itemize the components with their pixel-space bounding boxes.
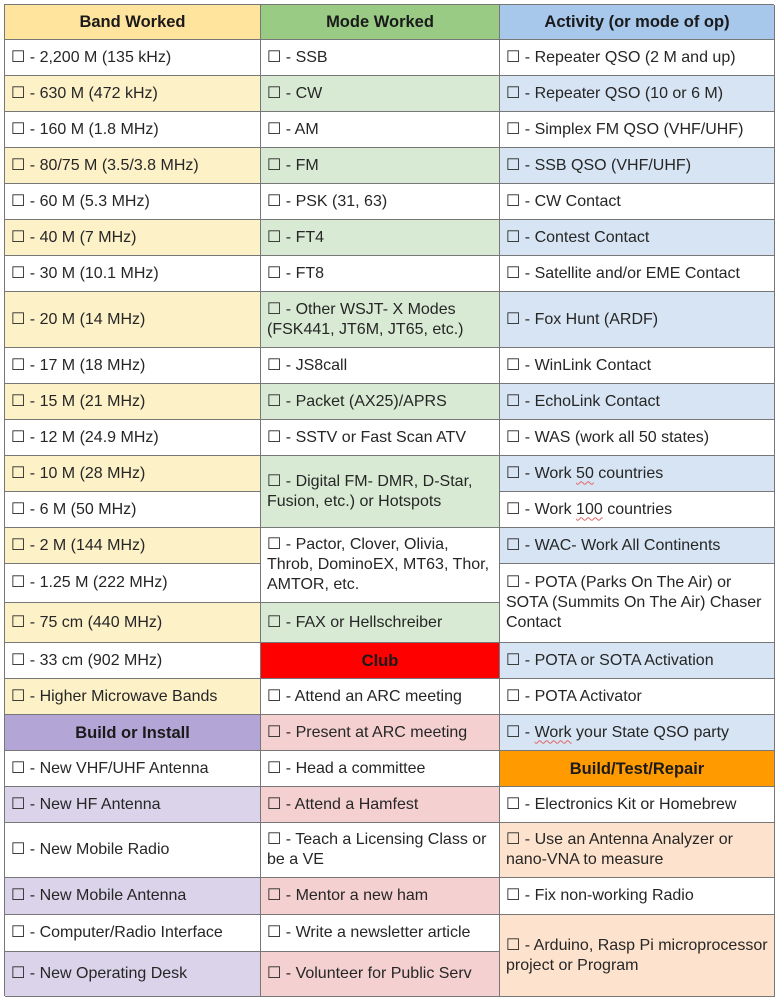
club-item[interactable]: ☐ - Head a committee: [261, 751, 500, 787]
band-item[interactable]: ☐ - 80/75 M (3.5/3.8 MHz): [5, 148, 261, 184]
band-item[interactable]: ☐ - 630 M (472 kHz): [5, 76, 261, 112]
build-item[interactable]: ☐ - New Operating Desk: [5, 952, 261, 997]
band-item[interactable]: ☐ - 160 M (1.8 MHz): [5, 112, 261, 148]
repair-item[interactable]: ☐ - Arduino, Rasp Pi microprocessor project or Program: [500, 915, 775, 997]
mode-item[interactable]: ☐ - FAX or Hellschreiber: [261, 603, 500, 643]
repair-item[interactable]: ☐ - Fix non-working Radio: [500, 878, 775, 915]
band-item[interactable]: ☐ - 2 M (144 MHz): [5, 528, 261, 564]
mode-item[interactable]: ☐ - Other WSJT- X Modes (FSK441, JT6M, JT65, etc.): [261, 292, 500, 348]
activity-item-text: countries: [602, 500, 673, 518]
activity-item[interactable]: ☐ - EchoLink Contact: [500, 384, 775, 420]
activity-item[interactable]: [500, 492, 775, 528]
band-item[interactable]: ☐ - 60 M (5.3 MHz): [5, 184, 261, 220]
activity-item-text: countries: [593, 464, 664, 482]
club-item[interactable]: ☐ - Mentor a new ham: [261, 878, 500, 915]
activity-item[interactable]: ☐ - POTA or SOTA Activation: [500, 643, 775, 679]
club-item[interactable]: ☐ - Teach a Licensing Class or be a VE: [261, 823, 500, 878]
activity-item[interactable]: ☐ - POTA (Parks On The Air) or SOTA (Summits On The Air) Chaser Contact: [500, 564, 775, 643]
activity-item-text: your State QSO party: [571, 723, 730, 741]
activity-item[interactable]: ☐ - WAS (work all 50 states): [500, 420, 775, 456]
mode-item[interactable]: ☐ - SSTV or Fast Scan ATV: [261, 420, 500, 456]
club-item[interactable]: ☐ - Present at ARC meeting: [261, 715, 500, 751]
club-item[interactable]: ☐ - Attend a Hamfest: [261, 787, 500, 823]
activity-item[interactable]: [500, 456, 775, 492]
club-item[interactable]: ☐ - Write a newsletter article: [261, 915, 500, 952]
activity-item-text: ☐ - Work: [506, 464, 577, 482]
band-item[interactable]: ☐ - 40 M (7 MHz): [5, 220, 261, 256]
activity-item[interactable]: ☐ - Fox Hunt (ARDF): [500, 292, 775, 348]
activity-item[interactable]: ☐ - Repeater QSO (2 M and up): [500, 40, 775, 76]
build-item[interactable]: ☐ - New Mobile Radio: [5, 823, 261, 878]
activity-item[interactable]: ☐ - Contest Contact: [500, 220, 775, 256]
build-test-repair-header: Build/Test/Repair: [500, 751, 775, 787]
build-item[interactable]: ☐ - New HF Antenna: [5, 787, 261, 823]
activity-item[interactable]: ☐ - POTA Activator: [500, 679, 775, 715]
band-item[interactable]: ☐ - 1.25 M (222 MHz): [5, 564, 261, 603]
mode-item[interactable]: ☐ - FT4: [261, 220, 500, 256]
band-item[interactable]: ☐ - 20 M (14 MHz): [5, 292, 261, 348]
band-item[interactable]: ☐ - 15 M (21 MHz): [5, 384, 261, 420]
activity-item[interactable]: ☐ - SSB QSO (VHF/UHF): [500, 148, 775, 184]
mode-item[interactable]: ☐ - Digital FM- DMR, D-Star, Fusion, etc.) or Hotspots: [261, 456, 500, 528]
activity-header: Activity (or mode of op): [500, 5, 775, 40]
activity-item-text: Work: [534, 723, 572, 741]
build-item[interactable]: ☐ - Computer/Radio Interface: [5, 915, 261, 952]
band-item[interactable]: ☐ - 33 cm (902 MHz): [5, 643, 261, 679]
mode-worked-header: Mode Worked: [261, 5, 500, 40]
repair-item[interactable]: ☐ - Electronics Kit or Homebrew: [500, 787, 775, 823]
band-item[interactable]: ☐ - Higher Microwave Bands: [5, 679, 261, 715]
club-header: Club: [261, 643, 500, 679]
mode-item[interactable]: ☐ - Packet (AX25)/APRS: [261, 384, 500, 420]
activity-item[interactable]: [500, 715, 775, 751]
band-item[interactable]: ☐ - 6 M (50 MHz): [5, 492, 261, 528]
mode-item[interactable]: ☐ - Pactor, Clover, Olivia, Throb, DominoEX, MT63, Thor, AMTOR, etc.: [261, 528, 500, 603]
band-item[interactable]: ☐ - 75 cm (440 MHz): [5, 603, 261, 643]
band-item[interactable]: ☐ - 2,200 M (135 kHz): [5, 40, 261, 76]
band-worked-header: Band Worked: [5, 5, 261, 40]
activity-item[interactable]: ☐ - Simplex FM QSO (VHF/UHF): [500, 112, 775, 148]
activity-item-text: ☐ - Work: [506, 500, 577, 518]
build-item[interactable]: ☐ - New Mobile Antenna: [5, 878, 261, 915]
mode-item[interactable]: ☐ - SSB: [261, 40, 500, 76]
band-item[interactable]: ☐ - 17 M (18 MHz): [5, 348, 261, 384]
band-item[interactable]: ☐ - 30 M (10.1 MHz): [5, 256, 261, 292]
repair-item[interactable]: ☐ - Use an Antenna Analyzer or nano-VNA to measure: [500, 823, 775, 878]
build-item[interactable]: ☐ - New VHF/UHF Antenna: [5, 751, 261, 787]
activity-item-text: 50: [576, 464, 594, 482]
mode-item[interactable]: ☐ - AM: [261, 112, 500, 148]
band-item[interactable]: ☐ - 10 M (28 MHz): [5, 456, 261, 492]
mode-item[interactable]: ☐ - FM: [261, 148, 500, 184]
mode-item[interactable]: ☐ - FT8: [261, 256, 500, 292]
activity-item[interactable]: ☐ - WinLink Contact: [500, 348, 775, 384]
build-install-header: Build or Install: [5, 715, 261, 751]
activity-item[interactable]: ☐ - WAC- Work All Continents: [500, 528, 775, 564]
mode-item[interactable]: ☐ - PSK (31, 63): [261, 184, 500, 220]
activity-item[interactable]: ☐ - CW Contact: [500, 184, 775, 220]
mode-item[interactable]: ☐ - CW: [261, 76, 500, 112]
activity-item[interactable]: ☐ - Satellite and/or EME Contact: [500, 256, 775, 292]
band-item[interactable]: ☐ - 12 M (24.9 MHz): [5, 420, 261, 456]
club-item[interactable]: ☐ - Attend an ARC meeting: [261, 679, 500, 715]
activity-checklist-table: [4, 4, 774, 996]
activity-item[interactable]: ☐ - Repeater QSO (10 or 6 M): [500, 76, 775, 112]
activity-item-text: 100: [576, 500, 603, 518]
activity-item-text: ☐ -: [506, 723, 535, 741]
mode-item[interactable]: ☐ - JS8call: [261, 348, 500, 384]
club-item[interactable]: ☐ - Volunteer for Public Serv: [261, 952, 500, 997]
